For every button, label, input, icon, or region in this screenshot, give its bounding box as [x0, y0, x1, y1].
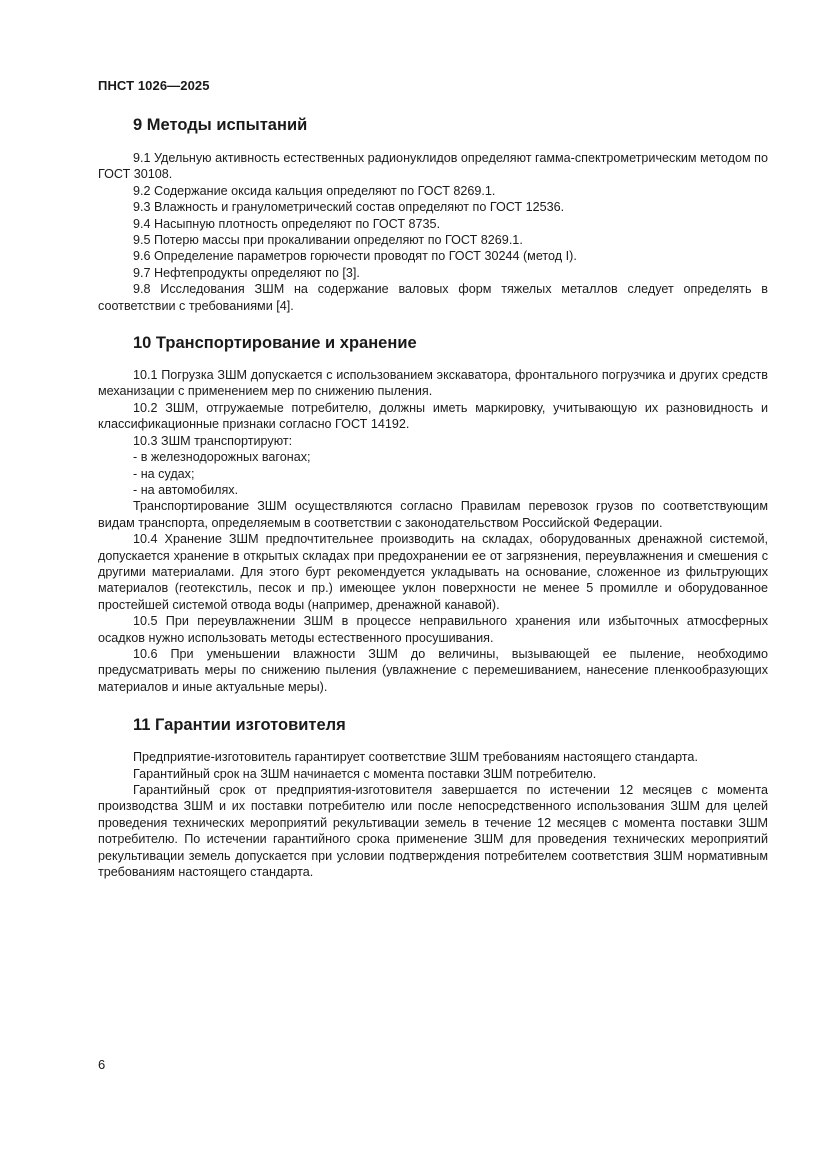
clause-9-8: 9.8 Исследования ЗШМ на содержание валовых форм тяжелых металлов следует определять в соответствии с требованиями [4]. [98, 282, 768, 313]
page-number: 6 [98, 1057, 106, 1072]
transport-paragraph: Транспортирование ЗШМ осуществляются согласно Правилам перевозок грузов по соответствующим видам транспорта, определяемым в соответствии с законодательством Российской Федерации. [98, 499, 768, 530]
section-10-heading: 10 Транспортирование и хранение [133, 334, 417, 353]
document-code: ПНСТ 1026—2025 [98, 78, 210, 93]
clause-10-4: 10.4 Хранение ЗШМ предпочтительнее производить на складах, оборудованных дренажной системой, допускается хранение в открытых складах при предохранении ее от загрязнения, переувлажнения и смешения с другими материалами. Для этого бурт рекомендуется укладывать на основание, сложенное из фильтрующих материалов (геотекстиль, песок и пр.) имеющее уклон поверхности не менее 5 промилле и оборудованное простейшей системой отвода воды (например, дренажной канавой). [98, 532, 768, 612]
list-item-rail: - в железнодорожных вагонах; [133, 450, 311, 465]
document-body [98, 115, 768, 880]
section-9-heading: 9 Методы испытаний [133, 116, 308, 134]
clause-10-6: 10.6 При уменьшении влажности ЗШМ до величины, вызывающей ее пыление, необходимо предусматривать меры по снижению пыления (увлажнение с перемешиванием, нанесение пленкообразующих материалов и иные актуальные меры). [98, 646, 768, 694]
clause-9-2: 9.2 Содержание оксида кальция определяют по ГОСТ 8269.1. [133, 183, 496, 198]
list-item-ships: - на судах; [133, 466, 195, 481]
section-11-heading: 11 Гарантии изготовителя [133, 716, 346, 735]
clause-9-6: 9.6 Определение параметров горючести проводят по ГОСТ 30244 (метод I). [133, 249, 577, 264]
clause-10-3: 10.3 ЗШМ транспортируют: [133, 433, 293, 448]
warranty-term: Гарантийный срок от предприятия-изготовителя завершается по истечении 12 месяцев с момента производства ЗШМ и их поставки потребителю или после непосредственного использования ЗШМ для целей проведения технических мероприятий рекультивации земель в течение 12 месяцев с момента поставки ЗШМ потребителю. По истечении гарантийного срока применение ЗШМ для проведения технических мероприятий рекультивации земель допускается при условии подтверждения потребителем соответствия ЗШМ нормативным требованиям настоящего стандарта. [98, 783, 768, 880]
clause-9-5: 9.5 Потерю массы при прокаливании определяют по ГОСТ 8269.1. [133, 233, 523, 248]
clause-9-3: 9.3 Влажность и гранулометрический состав определяют по ГОСТ 12536. [133, 200, 565, 215]
clause-9-7: 9.7 Нефтепродукты определяют по [3]. [133, 265, 360, 280]
warranty-statement: Предприятие-изготовитель гарантирует соответствие ЗШМ требованиям настоящего стандарта. [133, 750, 698, 765]
clause-10-2: 10.2 ЗШМ, отгружаемые потребителю, должны иметь маркировку, учитывающую их разновидность и классификационные признаки согласно ГОСТ 14192. [98, 400, 768, 432]
list-item-vehicles: - на автомобилях. [133, 482, 239, 497]
warranty-start: Гарантийный срок на ЗШМ начинается с момента поставки ЗШМ потребителю. [133, 766, 597, 781]
clause-10-1: 10.1 Погрузка ЗШМ допускается с использованием экскаватора, фронтального погрузчика и других средств механизации с применением мер по снижению пыления. [98, 368, 768, 399]
clause-9-4: 9.4 Насыпную плотность определяют по ГОСТ 8735. [133, 216, 441, 231]
clause-9-1: 9.1 Удельную активность естественных радионуклидов определяют гамма-спектрометрическим методом по ГОСТ 30108. [98, 151, 768, 182]
clause-10-5: 10.5 При переувлажнении ЗШМ в процессе неправильного хранения или избыточных атмосферных осадков нужно использовать методы естественного просушивания. [98, 614, 768, 645]
